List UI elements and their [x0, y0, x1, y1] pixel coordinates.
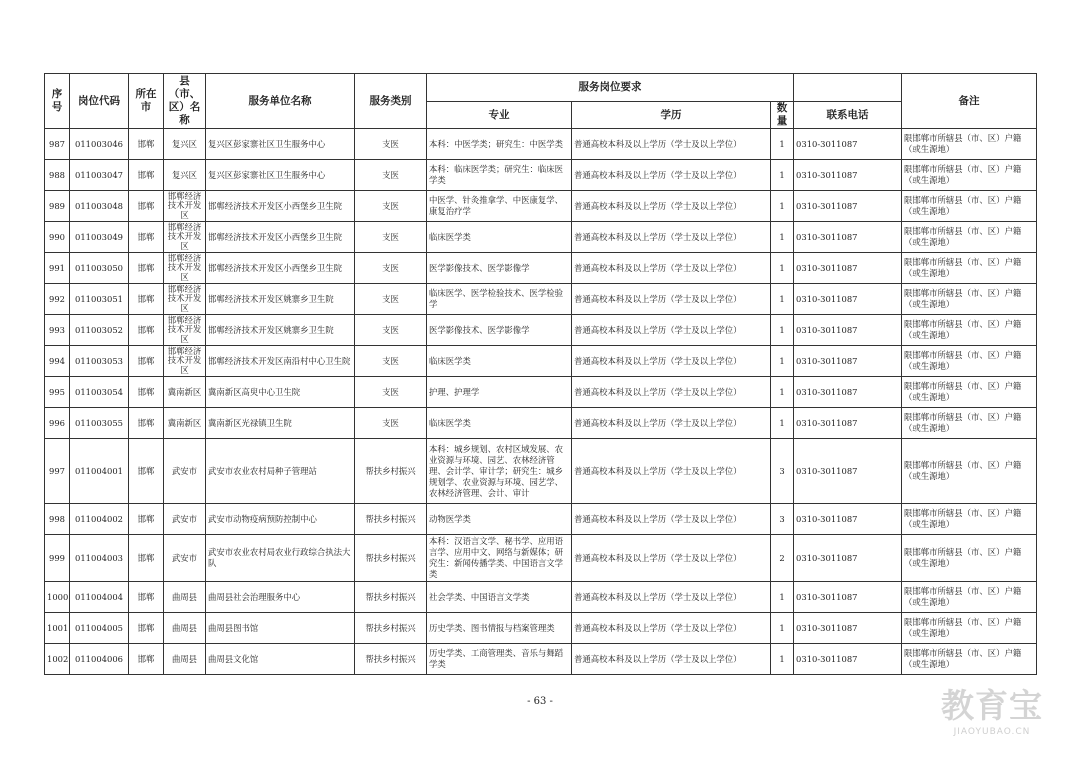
major-cell: 临床医学类 — [427, 408, 572, 439]
note-cell: 限邯郸市所辖县（市、区）户籍（或生源地） — [902, 644, 1037, 675]
education-cell: 普通高校本科及以上学历（学士及以上学位） — [572, 253, 771, 284]
table-row — [45, 377, 1037, 408]
county-cell: 武安市 — [164, 439, 206, 504]
seq-cell: 996 — [45, 408, 70, 439]
note-cell: 限邯郸市所辖县（市、区）户籍（或生源地） — [902, 582, 1037, 613]
note-cell: 限邯郸市所辖县（市、区）户籍（或生源地） — [902, 613, 1037, 644]
code-cell: 011003051 — [70, 284, 129, 315]
table-row — [45, 315, 1037, 346]
seq-cell: 992 — [45, 284, 70, 315]
phone-cell: 0310-3011087 — [794, 222, 902, 253]
count-cell: 1 — [771, 222, 794, 253]
code-header: 岗位代码 — [70, 74, 129, 129]
major-cell: 历史学类、图书情报与档案管理类 — [427, 613, 572, 644]
phone-cell: 0310-3011087 — [794, 377, 902, 408]
note-cell: 限邯郸市所辖县（市、区）户籍（或生源地） — [902, 535, 1037, 582]
unit-cell: 冀南新区光禄镇卫生院 — [206, 408, 355, 439]
category-cell: 支医 — [355, 315, 427, 346]
note-cell: 限邯郸市所辖县（市、区）户籍（或生源地） — [902, 191, 1037, 222]
unit-cell: 邯郸经济技术开发区南沿村中心卫生院 — [206, 346, 355, 377]
seq-cell: 1002 — [45, 644, 70, 675]
phone-cell: 0310-3011087 — [794, 613, 902, 644]
phone-cell: 0310-3011087 — [794, 129, 902, 160]
note-cell: 限邯郸市所辖县（市、区）户籍（或生源地） — [902, 222, 1037, 253]
county-cell: 武安市 — [164, 504, 206, 535]
table-row — [45, 284, 1037, 315]
county-cell: 邯郸经济技术开发区 — [164, 284, 206, 315]
county-header: 县（市、区）名称 — [164, 74, 206, 129]
table-row — [45, 160, 1037, 191]
count-cell: 1 — [771, 253, 794, 284]
seq-cell: 987 — [45, 129, 70, 160]
category-cell: 支医 — [355, 346, 427, 377]
major-cell: 临床医学类 — [427, 222, 572, 253]
phone-cell: 0310-3011087 — [794, 191, 902, 222]
education-cell: 普通高校本科及以上学历（学士及以上学位） — [572, 535, 771, 582]
note-cell: 限邯郸市所辖县（市、区）户籍（或生源地） — [902, 377, 1037, 408]
note-cell: 限邯郸市所辖县（市、区）户籍（或生源地） — [902, 408, 1037, 439]
watermark-main: 教育宝 — [941, 686, 1043, 725]
table-row — [45, 253, 1037, 284]
major-header: 专业 — [427, 102, 572, 129]
city-cell: 邯郸 — [129, 129, 164, 160]
unit-cell: 曲周县文化馆 — [206, 644, 355, 675]
unit-cell: 曲周县图书馆 — [206, 613, 355, 644]
phone-cell: 0310-3011087 — [794, 644, 902, 675]
education-cell: 普通高校本科及以上学历（学士及以上学位） — [572, 222, 771, 253]
category-cell: 帮扶乡村振兴 — [355, 644, 427, 675]
phone-cell: 0310-3011087 — [794, 346, 902, 377]
seq-cell: 997 — [45, 439, 70, 504]
major-cell: 本科：中医学类；研究生：中医学类 — [427, 129, 572, 160]
unit-cell: 邯郸经济技术开发区姚寨乡卫生院 — [206, 315, 355, 346]
county-cell: 邯郸经济技术开发区 — [164, 315, 206, 346]
education-cell: 普通高校本科及以上学历（学士及以上学位） — [572, 613, 771, 644]
code-cell: 011003054 — [70, 377, 129, 408]
count-cell: 1 — [771, 315, 794, 346]
count-cell: 1 — [771, 613, 794, 644]
category-cell: 支医 — [355, 284, 427, 315]
major-cell: 临床医学、医学检验技术、医学检验学 — [427, 284, 572, 315]
note-header: 备注 — [902, 74, 1037, 129]
education-cell: 普通高校本科及以上学历（学士及以上学位） — [572, 439, 771, 504]
city-cell: 邯郸 — [129, 439, 164, 504]
seq-cell: 1000 — [45, 582, 70, 613]
code-cell: 011003052 — [70, 315, 129, 346]
table-row — [45, 129, 1037, 160]
education-cell: 普通高校本科及以上学历（学士及以上学位） — [572, 284, 771, 315]
job-table — [44, 73, 1037, 675]
phone-cell: 0310-3011087 — [794, 284, 902, 315]
count-header: 数量 — [771, 102, 794, 129]
page-number: - 63 - — [527, 696, 553, 707]
major-cell: 医学影像技术、医学影像学 — [427, 315, 572, 346]
county-cell: 邯郸经济技术开发区 — [164, 346, 206, 377]
code-cell: 011003050 — [70, 253, 129, 284]
major-cell: 中医学、针灸推拿学、中医康复学、康复治疗学 — [427, 191, 572, 222]
seq-cell: 999 — [45, 535, 70, 582]
phone-cell: 0310-3011087 — [794, 504, 902, 535]
code-cell: 011003049 — [70, 222, 129, 253]
county-cell: 复兴区 — [164, 160, 206, 191]
city-cell: 邯郸 — [129, 613, 164, 644]
county-cell: 复兴区 — [164, 129, 206, 160]
note-cell: 限邯郸市所辖县（市、区）户籍（或生源地） — [902, 346, 1037, 377]
city-cell: 邯郸 — [129, 284, 164, 315]
code-cell: 011003048 — [70, 191, 129, 222]
city-cell: 邯郸 — [129, 160, 164, 191]
city-cell: 邯郸 — [129, 504, 164, 535]
seq-cell: 994 — [45, 346, 70, 377]
unit-cell: 邯郸经济技术开发区小西堡乡卫生院 — [206, 222, 355, 253]
city-cell: 邯郸 — [129, 191, 164, 222]
major-cell: 社会学类、中国语言文学类 — [427, 582, 572, 613]
category-cell: 支医 — [355, 377, 427, 408]
unit-cell: 武安市农业农村局农业行政综合执法大队 — [206, 535, 355, 582]
city-cell: 邯郸 — [129, 408, 164, 439]
education-cell: 普通高校本科及以上学历（学士及以上学位） — [572, 129, 771, 160]
city-cell: 邯郸 — [129, 315, 164, 346]
county-cell: 曲周县 — [164, 644, 206, 675]
county-cell: 曲周县 — [164, 613, 206, 644]
county-cell: 冀南新区 — [164, 408, 206, 439]
city-cell: 邯郸 — [129, 346, 164, 377]
code-cell: 011004005 — [70, 613, 129, 644]
phone-header: 联系电话 — [794, 102, 902, 129]
count-cell: 1 — [771, 408, 794, 439]
major-cell: 本科：城乡规划、农村区域发展、农业资源与环境、园艺、农林经济管理、会计学、审计学；研究生：城乡规划学、农业资源与环境、园艺学、农林经济管理、会计、审计 — [427, 439, 572, 504]
unit-cell: 冀南新区高臾中心卫生院 — [206, 377, 355, 408]
unit-cell: 邯郸经济技术开发区姚寨乡卫生院 — [206, 284, 355, 315]
count-cell: 1 — [771, 284, 794, 315]
count-cell: 1 — [771, 346, 794, 377]
code-cell: 011004003 — [70, 535, 129, 582]
code-cell: 011003046 — [70, 129, 129, 160]
table-row — [45, 535, 1037, 582]
city-cell: 邯郸 — [129, 377, 164, 408]
unit-cell: 武安市动物疫病预防控制中心 — [206, 504, 355, 535]
seq-cell: 1001 — [45, 613, 70, 644]
table-row — [45, 439, 1037, 504]
category-cell: 帮扶乡村振兴 — [355, 582, 427, 613]
count-cell: 2 — [771, 535, 794, 582]
note-cell: 限邯郸市所辖县（市、区）户籍（或生源地） — [902, 504, 1037, 535]
education-cell: 普通高校本科及以上学历（学士及以上学位） — [572, 582, 771, 613]
phone-header-spacer — [794, 74, 902, 102]
table-row — [45, 408, 1037, 439]
seq-header: 序号 — [45, 74, 70, 129]
unit-header: 服务单位名称 — [206, 74, 355, 129]
seq-cell: 993 — [45, 315, 70, 346]
phone-cell: 0310-3011087 — [794, 160, 902, 191]
city-header: 所在市 — [129, 74, 164, 129]
county-cell: 邯郸经济技术开发区 — [164, 253, 206, 284]
code-cell: 011004004 — [70, 582, 129, 613]
city-cell: 邯郸 — [129, 582, 164, 613]
education-cell: 普通高校本科及以上学历（学士及以上学位） — [572, 408, 771, 439]
major-cell: 动物医学类 — [427, 504, 572, 535]
unit-cell: 邯郸经济技术开发区小西堡乡卫生院 — [206, 253, 355, 284]
count-cell: 3 — [771, 439, 794, 504]
table-body — [45, 129, 1037, 675]
phone-cell: 0310-3011087 — [794, 315, 902, 346]
county-cell: 邯郸经济技术开发区 — [164, 191, 206, 222]
count-cell: 1 — [771, 582, 794, 613]
education-cell: 普通高校本科及以上学历（学士及以上学位） — [572, 160, 771, 191]
category-cell: 支医 — [355, 160, 427, 191]
major-cell: 本科：汉语言文学、秘书学、应用语言学、应用中文、网络与新媒体；研究生：新闻传播学类、中国语言文学类 — [427, 535, 572, 582]
count-cell: 3 — [771, 504, 794, 535]
unit-cell: 复兴区彭家寨社区卫生服务中心 — [206, 129, 355, 160]
phone-cell: 0310-3011087 — [794, 582, 902, 613]
count-cell: 1 — [771, 160, 794, 191]
phone-cell: 0310-3011087 — [794, 253, 902, 284]
category-cell: 帮扶乡村振兴 — [355, 504, 427, 535]
phone-cell: 0310-3011087 — [794, 439, 902, 504]
note-cell: 限邯郸市所辖县（市、区）户籍（或生源地） — [902, 284, 1037, 315]
city-cell: 邯郸 — [129, 644, 164, 675]
category-header: 服务类别 — [355, 74, 427, 129]
category-cell: 支医 — [355, 408, 427, 439]
note-cell: 限邯郸市所辖县（市、区）户籍（或生源地） — [902, 129, 1037, 160]
code-cell: 011003053 — [70, 346, 129, 377]
major-cell: 本科：临床医学类；研究生：临床医学类 — [427, 160, 572, 191]
code-cell: 011004001 — [70, 439, 129, 504]
unit-cell: 曲周县社会治理服务中心 — [206, 582, 355, 613]
education-cell: 普通高校本科及以上学历（学士及以上学位） — [572, 377, 771, 408]
major-cell: 历史学类、工商管理类、音乐与舞蹈学类 — [427, 644, 572, 675]
education-cell: 普通高校本科及以上学历（学士及以上学位） — [572, 346, 771, 377]
code-cell: 011003047 — [70, 160, 129, 191]
seq-cell: 998 — [45, 504, 70, 535]
count-cell: 1 — [771, 377, 794, 408]
education-cell: 普通高校本科及以上学历（学士及以上学位） — [572, 315, 771, 346]
category-cell: 帮扶乡村振兴 — [355, 613, 427, 644]
category-cell: 支医 — [355, 253, 427, 284]
unit-cell: 邯郸经济技术开发区小西堡乡卫生院 — [206, 191, 355, 222]
education-header: 学历 — [572, 102, 771, 129]
seq-cell: 990 — [45, 222, 70, 253]
city-cell: 邯郸 — [129, 222, 164, 253]
education-cell: 普通高校本科及以上学历（学士及以上学位） — [572, 504, 771, 535]
city-cell: 邯郸 — [129, 253, 164, 284]
major-cell: 医学影像技术、医学影像学 — [427, 253, 572, 284]
education-cell: 普通高校本科及以上学历（学士及以上学位） — [572, 644, 771, 675]
header-row-1 — [45, 74, 1037, 102]
seq-cell: 991 — [45, 253, 70, 284]
phone-cell: 0310-3011087 — [794, 535, 902, 582]
table-row — [45, 644, 1037, 675]
unit-cell: 复兴区彭家寨社区卫生服务中心 — [206, 160, 355, 191]
county-cell: 邯郸经济技术开发区 — [164, 222, 206, 253]
city-cell: 邯郸 — [129, 535, 164, 582]
category-cell: 支医 — [355, 129, 427, 160]
category-cell: 支医 — [355, 222, 427, 253]
major-cell: 护理、护理学 — [427, 377, 572, 408]
code-cell: 011003055 — [70, 408, 129, 439]
county-cell: 冀南新区 — [164, 377, 206, 408]
requirements-header: 服务岗位要求 — [427, 74, 794, 102]
table-row — [45, 191, 1037, 222]
category-cell: 支医 — [355, 191, 427, 222]
code-cell: 011004002 — [70, 504, 129, 535]
major-cell: 临床医学类 — [427, 346, 572, 377]
seq-cell: 995 — [45, 377, 70, 408]
count-cell: 1 — [771, 191, 794, 222]
table-row — [45, 613, 1037, 644]
phone-cell: 0310-3011087 — [794, 408, 902, 439]
code-cell: 011004006 — [70, 644, 129, 675]
count-cell: 1 — [771, 644, 794, 675]
table-row — [45, 582, 1037, 613]
education-cell: 普通高校本科及以上学历（学士及以上学位） — [572, 191, 771, 222]
note-cell: 限邯郸市所辖县（市、区）户籍（或生源地） — [902, 253, 1037, 284]
watermark-logo — [922, 686, 1062, 746]
seq-cell: 989 — [45, 191, 70, 222]
unit-cell: 武安市农业农村局种子管理站 — [206, 439, 355, 504]
table-row — [45, 346, 1037, 377]
category-cell: 帮扶乡村振兴 — [355, 535, 427, 582]
note-cell: 限邯郸市所辖县（市、区）户籍（或生源地） — [902, 439, 1037, 504]
watermark-sub: JIAOYUBAO.CN — [953, 727, 1031, 737]
table-row — [45, 504, 1037, 535]
table-row — [45, 222, 1037, 253]
county-cell: 曲周县 — [164, 582, 206, 613]
seq-cell: 988 — [45, 160, 70, 191]
note-cell: 限邯郸市所辖县（市、区）户籍（或生源地） — [902, 315, 1037, 346]
category-cell: 帮扶乡村振兴 — [355, 439, 427, 504]
county-cell: 武安市 — [164, 535, 206, 582]
count-cell: 1 — [771, 129, 794, 160]
note-cell: 限邯郸市所辖县（市、区）户籍（或生源地） — [902, 160, 1037, 191]
